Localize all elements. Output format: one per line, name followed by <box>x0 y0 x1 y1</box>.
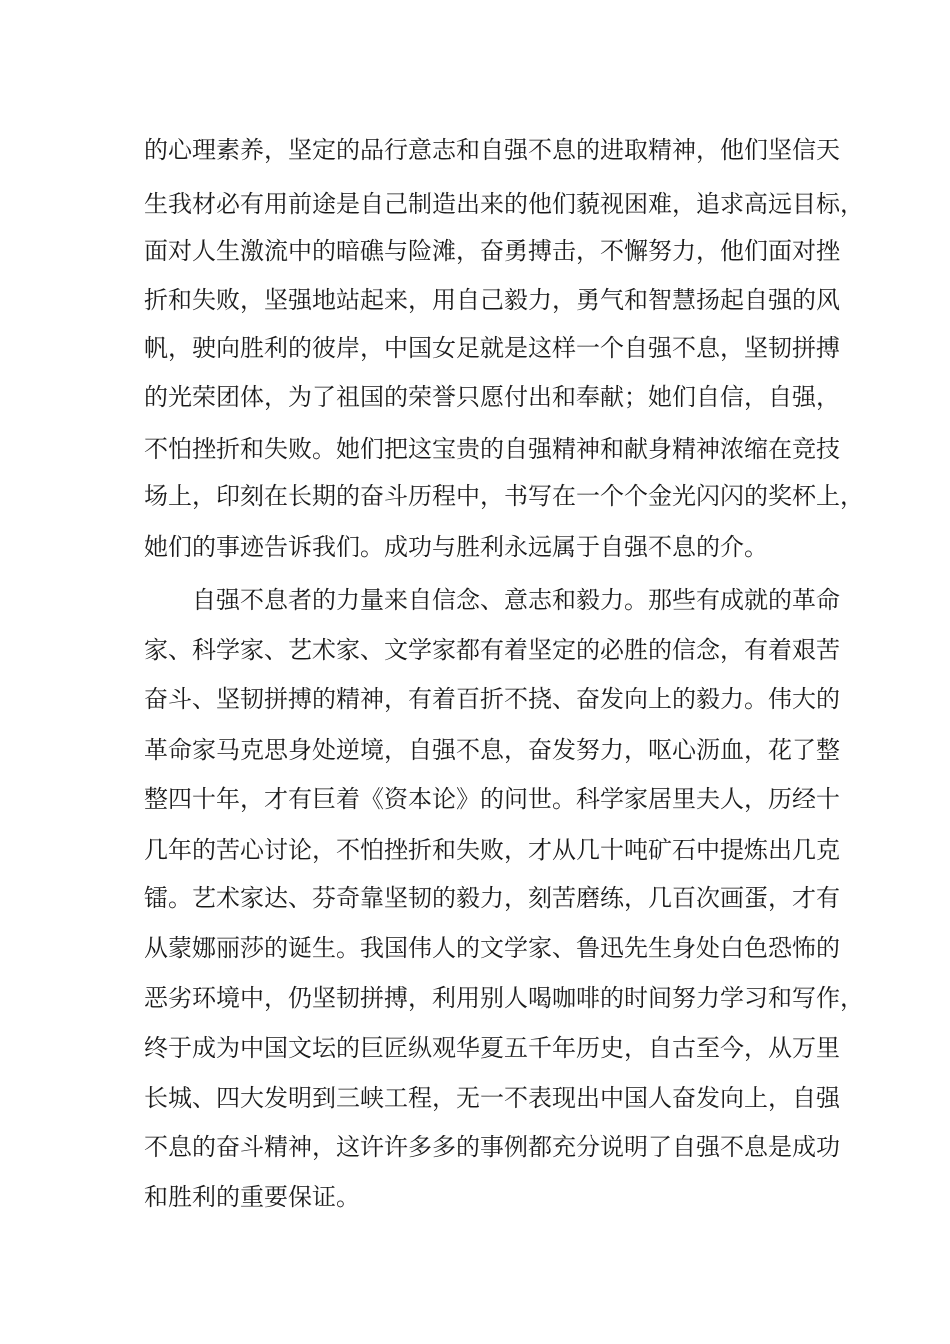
text-line: 革命家马克思身处逆境，自强不息，奋发努力，呕心沥血，花了整 <box>144 736 840 764</box>
text-line: 不息的奋斗精神，这许许多多的事例都充分说明了自强不息是成功 <box>144 1133 840 1161</box>
text-line: 从蒙娜丽莎的诞生。我国伟人的文学家、鲁迅先生身处白色恐怖的 <box>144 934 840 962</box>
text-line: 家、科学家、艺术家、文学家都有着坚定的必胜的信念，有着艰苦 <box>144 636 840 664</box>
text-line: 场上，印刻在长期的奋斗历程中，书写在一个个金光闪闪的奖杯上， <box>144 482 864 510</box>
text-line: 和胜利的重要保证。 <box>144 1183 360 1211</box>
text-line: 几年的苦心讨论，不怕挫折和失败，才从几十吨矿石中提炼出几克 <box>144 836 840 864</box>
text-line: 长城、四大发明到三峡工程，无一不表现出中国人奋发向上，自强 <box>144 1084 840 1112</box>
text-line: 的心理素养，坚定的品行意志和自强不息的进取精神，他们坚信天 <box>144 136 840 164</box>
text-line: 奋斗、坚韧拼搏的精神，有着百折不挠、奋发向上的毅力。伟大的 <box>144 685 840 713</box>
text-line: 自强不息者的力量来自信念、意志和毅力。那些有成就的革命 <box>192 586 840 614</box>
text-line: 镭。艺术家达、芬奇靠坚韧的毅力，刻苦磨练，几百次画蛋，才有 <box>144 884 840 912</box>
text-line: 恶劣环境中，仍坚韧拼搏，利用别人喝咖啡的时间努力学习和写作， <box>144 984 864 1012</box>
text-line: 生我材必有用前途是自己制造出来的他们藐视困难，追求高远目标， <box>144 190 864 218</box>
text-line: 帆，驶向胜利的彼岸，中国女足就是这样一个自强不息，坚韧拼搏 <box>144 334 840 362</box>
text-line: 的光荣团体，为了祖国的荣誉只愿付出和奉献；她们自信，自强， <box>144 383 840 411</box>
text-line: 折和失败，坚强地站起来，用自己毅力，勇气和智慧扬起自强的风 <box>144 286 840 314</box>
text-line: 终于成为中国文坛的巨匠纵观华夏五千年历史，自古至今，从万里 <box>144 1034 840 1062</box>
text-line: 不怕挫折和失败。她们把这宝贵的自强精神和献身精神浓缩在竞技 <box>144 435 840 463</box>
text-line: 面对人生激流中的暗礁与险滩，奋勇搏击，不懈努力，他们面对挫 <box>144 237 840 265</box>
text-line: 整四十年，才有巨着《资本论》的问世。科学家居里夫人，历经十 <box>144 785 840 813</box>
text-line: 她们的事迹告诉我们。成功与胜利永远属于自强不息的介。 <box>144 533 768 561</box>
